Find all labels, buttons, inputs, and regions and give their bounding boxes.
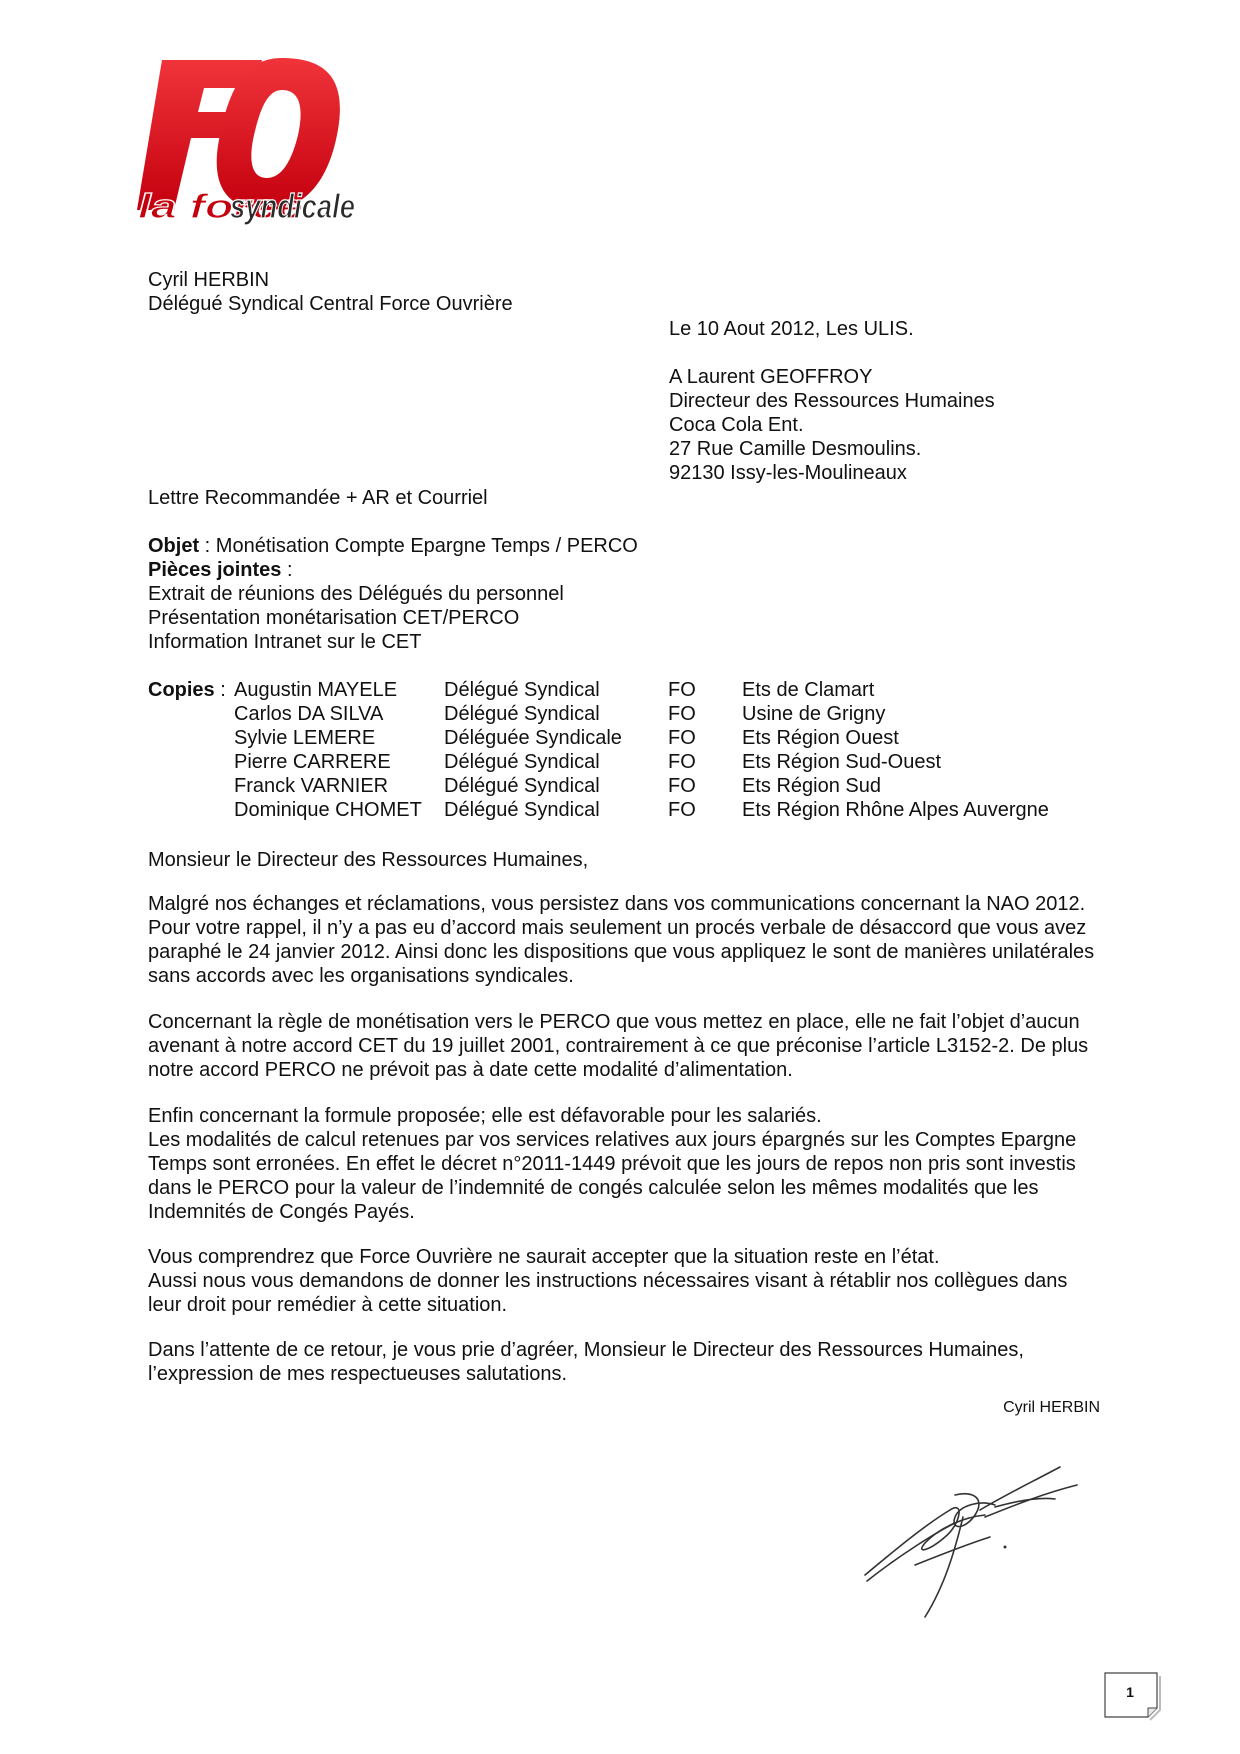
- signature-name: Cyril HERBIN: [1003, 1399, 1100, 1416]
- copy-role: Délégué Syndical: [444, 679, 600, 701]
- copy-name: Sylvie LEMERE: [234, 727, 376, 749]
- copy-org: FO: [668, 799, 696, 821]
- copy-org: FO: [668, 703, 696, 725]
- copies-label: Copies: [148, 679, 215, 701]
- copy-name: Pierre CARRERE: [234, 751, 391, 773]
- copies-heading: [148, 678, 226, 702]
- object-text: : Monétisation Compte Epargne Temps / PERCO: [199, 535, 638, 557]
- body-paragraph: [148, 1010, 1098, 1082]
- attachments-block: [148, 558, 564, 654]
- sender-title: Délégué Syndical Central Force Ouvrière: [148, 293, 513, 315]
- copy-role: Délégué Syndical: [444, 799, 600, 821]
- delivery-mode: Lettre Recommandée + AR et Courriel: [148, 487, 488, 509]
- salutation: Monsieur le Directeur des Ressources Humaines,: [148, 849, 589, 871]
- recipient-line: Directeur des Ressources Humaines: [669, 390, 995, 412]
- paragraph-text: Enfin concernant la formule proposée; elle est défavorable pour les salariés.: [148, 1105, 822, 1127]
- paragraph-text: Les modalités de calcul retenues par vos services relatives aux jours épargnés sur les Comptes Epargne Temps sont erronées. En effet le décret n°2011-1449 prévoit que les jours de repos non pris sont investis dans le PERCO pour la valeur de l’indemnité de congés calculée selon les mêmes modalités que les Indemnités de Congés Payés.: [148, 1129, 1077, 1223]
- copies-sep: :: [214, 679, 226, 701]
- paragraph-text: Aussi nous vous demandons de donner les instructions nécessaires visant à rétablir nos collègues dans leur droit pour remédier à cette situation.: [148, 1270, 1068, 1316]
- recipient-line: Coca Cola Ent.: [669, 414, 804, 436]
- attachment-item: Extrait de réunions des Délégués du personnel: [148, 583, 564, 605]
- paragraph-text: Vous comprendrez que Force Ouvrière ne saurait accepter que la situation reste en l’état.: [148, 1246, 940, 1268]
- copy-site: Ets Région Rhône Alpes Auvergne: [742, 799, 1049, 821]
- svg-text:syndicale: syndicale: [230, 188, 355, 226]
- recipient-line: A Laurent GEOFFROY: [669, 366, 873, 388]
- object-label: Objet: [148, 535, 200, 557]
- copy-name: Augustin MAYELE: [234, 679, 398, 701]
- copy-org: FO: [668, 775, 696, 797]
- copy-site: Ets de Clamart: [742, 679, 875, 701]
- attachment-item: Présentation monétarisation CET/PERCO: [148, 607, 520, 629]
- copy-org: FO: [668, 727, 696, 749]
- copy-org: FO: [668, 679, 696, 701]
- copy-role: Délégué Syndical: [444, 775, 600, 797]
- page-number-wrap: [1104, 1672, 1157, 1718]
- attachment-item: Information Intranet sur le CET: [148, 631, 422, 653]
- handwritten-signature: [855, 1455, 1095, 1625]
- recipient-line: 27 Rue Camille Desmoulins.: [669, 438, 922, 460]
- body-paragraph: [148, 1245, 1098, 1317]
- paragraph-text: Malgré nos échanges et réclamations, vous persistez dans vos communications concernant la NAO 2012. Pour votre rappel, il n’y a pas eu d’accord mais seulement un procés verbale de désaccord que vous avez paraphé le 24 janvier 2012. Ainsi donc les dispositions que vous appliquez le sont de manières unilatérales sans accords avec les organisations syndicales.: [148, 893, 1095, 987]
- paragraph-text: Concernant la règle de monétisation vers le PERCO que vous mettez en place, elle ne fait l’objet d’aucun avenant à notre accord CET du 19 juillet 2001, contrairement à ce que préconise l’article L3152-2. De plus notre accord PERCO ne prévoit pas à date cette modalité d’alimentation.: [148, 1011, 1089, 1081]
- page-number: 1: [1126, 1684, 1134, 1700]
- copy-name: Carlos DA SILVA: [234, 703, 384, 725]
- recipient-line: 92130 Issy-les-Moulineaux: [669, 462, 907, 484]
- attachments-heading: [148, 558, 564, 582]
- sender-name: Cyril HERBIN: [148, 269, 270, 291]
- date-place: Le 10 Aout 2012, Les ULIS.: [669, 318, 914, 340]
- body-paragraph: [148, 1338, 1098, 1386]
- body-paragraph: [148, 1104, 1098, 1224]
- svg-text:la force: la force: [138, 188, 303, 226]
- attachments-label: Pièces jointes: [148, 559, 282, 581]
- copy-site: Usine de Grigny: [742, 703, 886, 725]
- copy-name: Dominique CHOMET: [234, 799, 422, 821]
- copy-site: Ets Région Sud-Ouest: [742, 751, 941, 773]
- copy-role: Délégué Syndical: [444, 703, 600, 725]
- copy-role: Déléguée Syndicale: [444, 727, 622, 749]
- paragraph-text: Dans l’attente de ce retour, je vous prie d’agréer, Monsieur le Directeur des Ressources Humaines, l’expression de mes respectueuses salutations.: [148, 1339, 1024, 1385]
- body-paragraph: [148, 892, 1098, 988]
- copy-org: FO: [668, 751, 696, 773]
- fo-logo: [132, 50, 362, 250]
- copy-name: Franck VARNIER: [234, 775, 389, 797]
- object-line: [148, 534, 638, 558]
- copy-role: Délégué Syndical: [444, 751, 600, 773]
- recipient-address: [669, 365, 995, 485]
- attachments-suffix: :: [281, 559, 293, 581]
- copy-site: Ets Région Sud: [742, 775, 881, 797]
- copy-site: Ets Région Ouest: [742, 727, 899, 749]
